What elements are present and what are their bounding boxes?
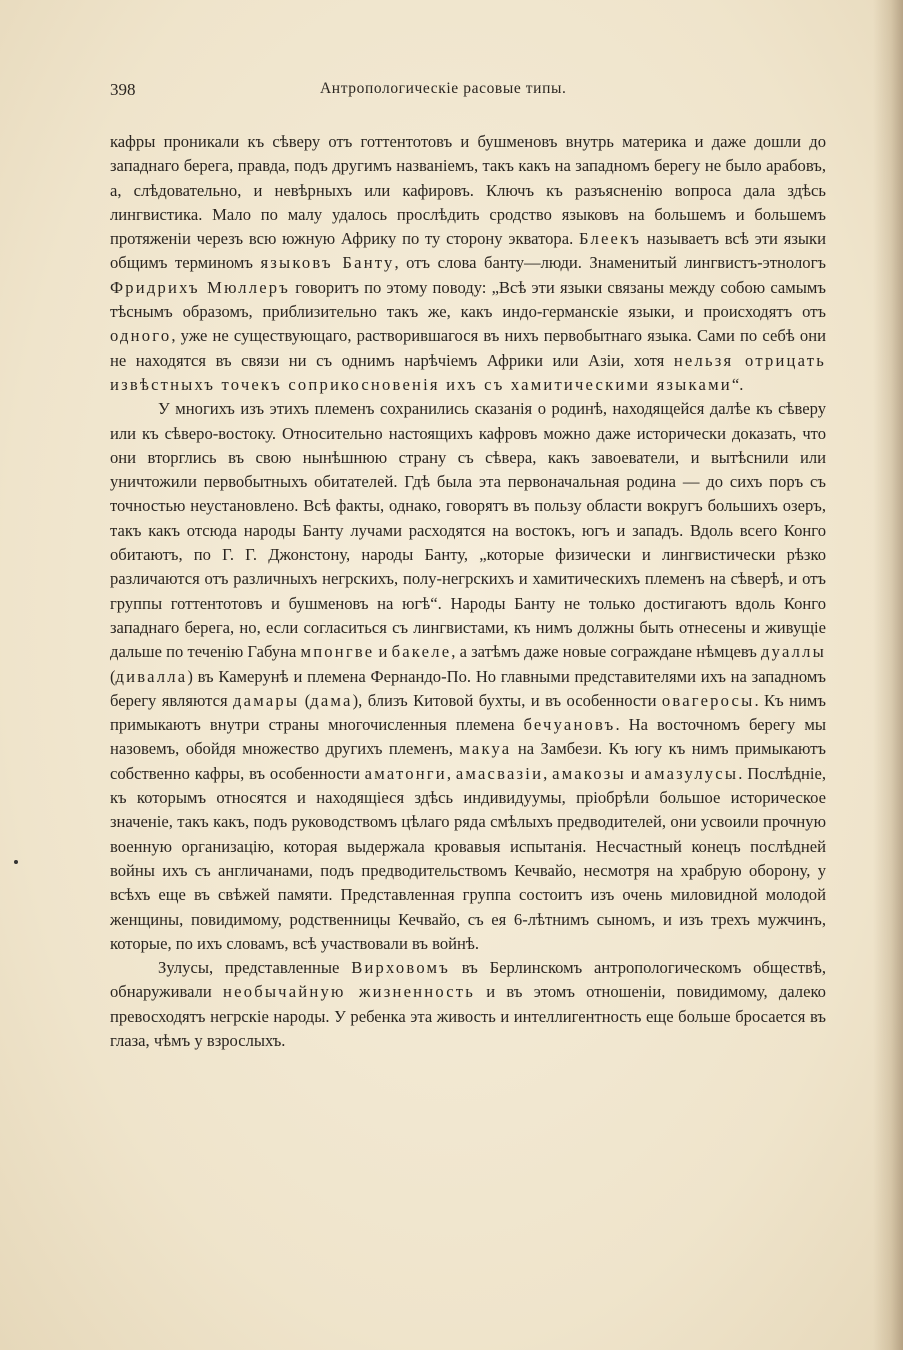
spaced-emphasis: бечуановъ <box>523 715 616 735</box>
spaced-emphasis: амасвазіи <box>455 763 544 783</box>
spaced-emphasis: мпонгве <box>300 642 375 662</box>
text-run: и въ этомъ отношеніи, повидимому, далеко превосходятъ негрскіе народы. У ребенка эта живость и интеллигентность еще больше бросается въ глаза, чѣмъ у взрослыхъ. <box>110 982 826 1050</box>
spaced-emphasis: бакеле <box>391 642 452 662</box>
text-run: ) въ Камерунѣ и племена Фернандо-По. Но главными представителями ихъ на западномъ берегу являются <box>110 666 826 710</box>
text-run: , отъ слова банту—люди. Знаменитый лингвистъ-этнологъ <box>394 253 826 273</box>
text-run: У многихъ изъ этихъ племенъ сохранились сказанія о родинѣ, находящейся далѣе къ сѣверу или къ сѣверо-востоку. Относительно настоящихъ кафровъ можно даже исторически доказать, что они вторглись въ свою нынѣшнюю страну съ сѣвера, какъ завоеватели, и вытѣснили или уничтожили первобытныхъ обитателей. Гдѣ была эта первоначальная родина — до сихъ поръ съ точностью неустановлено. Всѣ факты, однако, говорятъ въ пользу области вокругъ большихъ озеръ, такъ какъ отсюда народы Банту лучами расходятся на востокъ, югъ и западъ. Вдоль всего Конго обитаютъ, по Г. Г. Джонстону, народы Банту, „которые физически и лингвистически рѣзко различаются отъ различныхъ негрскихъ, полу-негрскихъ и хамитическихъ племенъ на сѣверѣ, и отъ группы готтентотовъ и бушменовъ на югѣ“. Народы Банту не только достигаютъ вдоль Конго западнаго берега, но, если согласиться съ лингвистами, къ нимъ должны быть отнесены и живущіе дальше по теченію Габуна <box>110 399 826 662</box>
spaced-emphasis: макуа <box>459 739 512 759</box>
spaced-emphasis: овагеросы <box>661 690 755 710</box>
paragraph <box>110 956 826 1053</box>
spaced-emphasis: дуаллы <box>761 642 826 662</box>
spaced-emphasis: Блеекъ <box>578 229 642 249</box>
spaced-emphasis: необычайную жизненность <box>223 982 476 1002</box>
text-run: , уже не существующаго, растворившагося въ нихъ первобытнаго языка. Сами по себѣ они не находятся въ связи ни съ однимъ нарѣчіемъ Африки или Азіи, хотя <box>110 326 826 370</box>
text-run: , <box>543 763 553 783</box>
text-run: на Замбези. Къ югу къ нимъ примыкаютъ собственно кафры, въ особенности <box>110 739 826 783</box>
text-run: ( <box>299 690 311 710</box>
spaced-emphasis: языковъ Банту <box>260 253 395 273</box>
text-run: и <box>625 763 645 783</box>
spaced-emphasis: дамары <box>233 690 300 710</box>
spaced-emphasis: нельзя отрицать извѣстныхъ точекъ соприкосновенія ихъ съ хамитическими языками <box>110 350 826 394</box>
text-run: . Къ нимъ примыкаютъ внутри страны многочисленныя племена <box>110 690 826 735</box>
text-run: ), близъ Китовой бухты, и въ особенности <box>352 690 662 710</box>
text-run: “. <box>731 374 744 394</box>
running-title: Антропологическіе расовые типы. <box>320 80 567 97</box>
page-edge-shadow <box>873 0 903 1350</box>
text-run: называетъ всѣ эти языки общимъ терминомъ <box>110 229 826 273</box>
margin-speck <box>14 860 18 864</box>
paragraph <box>110 397 826 956</box>
text-run: ( <box>110 666 116 686</box>
spaced-emphasis: одного <box>110 326 172 346</box>
text-run: , а затѣмъ даже новые согражданe нѣмцевъ <box>451 642 762 662</box>
spaced-emphasis: Фридрихъ Мюллеръ <box>110 277 291 297</box>
text-run: и <box>374 642 392 662</box>
text-run: . Послѣдніе, къ которымъ относятся и находящіеся здѣсь индивидуумы, пріобрѣли большое историческое значеніе, такъ какъ, подъ руководствомъ цѣлаго ряда смѣлыхъ предводителей, они усвоили прочную военную организацію, которая выдержала кровавыя испытанія. Несчастный конецъ послѣдней войны ихъ съ англичанами, подъ предводительствомъ Кечвайо, несмотря на храбрую оборону, у всѣхъ еще въ свѣжей памяти. Представленная группа состоитъ изъ очень миловидной молодой женщины, повидимому, родственницы Кечвайо, съ ея 6-лѣтнимъ сыномъ, и изъ трехъ мужчинъ, которые, по ихъ словамъ, всѣ участвовали въ войнѣ. <box>110 763 827 953</box>
text-run: . На восточномъ берегу мы назовемъ, обойдя множество другихъ племенъ, <box>110 715 826 759</box>
spaced-emphasis: Вирховомъ <box>351 958 450 978</box>
page-number: 398 <box>110 80 136 99</box>
text-run: въ Берлинскомъ антропологическомъ обществѣ, обнаруживали <box>110 958 826 1002</box>
paragraph <box>110 130 826 397</box>
text-run: говоритъ по этому поводу: „Всѣ эти языки связаны между собою самымъ тѣснымъ образомъ, приблизительно такъ же, какъ индо-германскіе языки, и происходятъ отъ <box>110 277 826 322</box>
page-header <box>110 80 826 104</box>
spaced-emphasis: аматонги <box>364 763 447 783</box>
spaced-emphasis: амакозы <box>552 763 626 783</box>
spaced-emphasis: дама <box>310 690 353 710</box>
spaced-emphasis: амазулусы <box>644 763 739 783</box>
page-body <box>110 130 826 1053</box>
text-run: Зулусы, представленные <box>158 958 352 978</box>
text-run: , <box>446 763 456 783</box>
spaced-emphasis: диваллa <box>115 666 188 686</box>
text-run: кафры проникали къ сѣверу отъ готтентотовъ и бушменовъ внутрь материка и даже дошли до западнаго берега, правда, подъ другимъ названіемъ, такъ какъ на западномъ берегу не было арабовъ, а, слѣдовательно, и невѣрныхъ или кафировъ. Ключъ къ разъясненію вопроса дала здѣсь лингвистика. Мало по малу удалось прослѣдить сродство языковъ на большемъ и большемъ протяженіи черезъ всю южную Африку по ту сторону экватора. <box>110 132 826 249</box>
